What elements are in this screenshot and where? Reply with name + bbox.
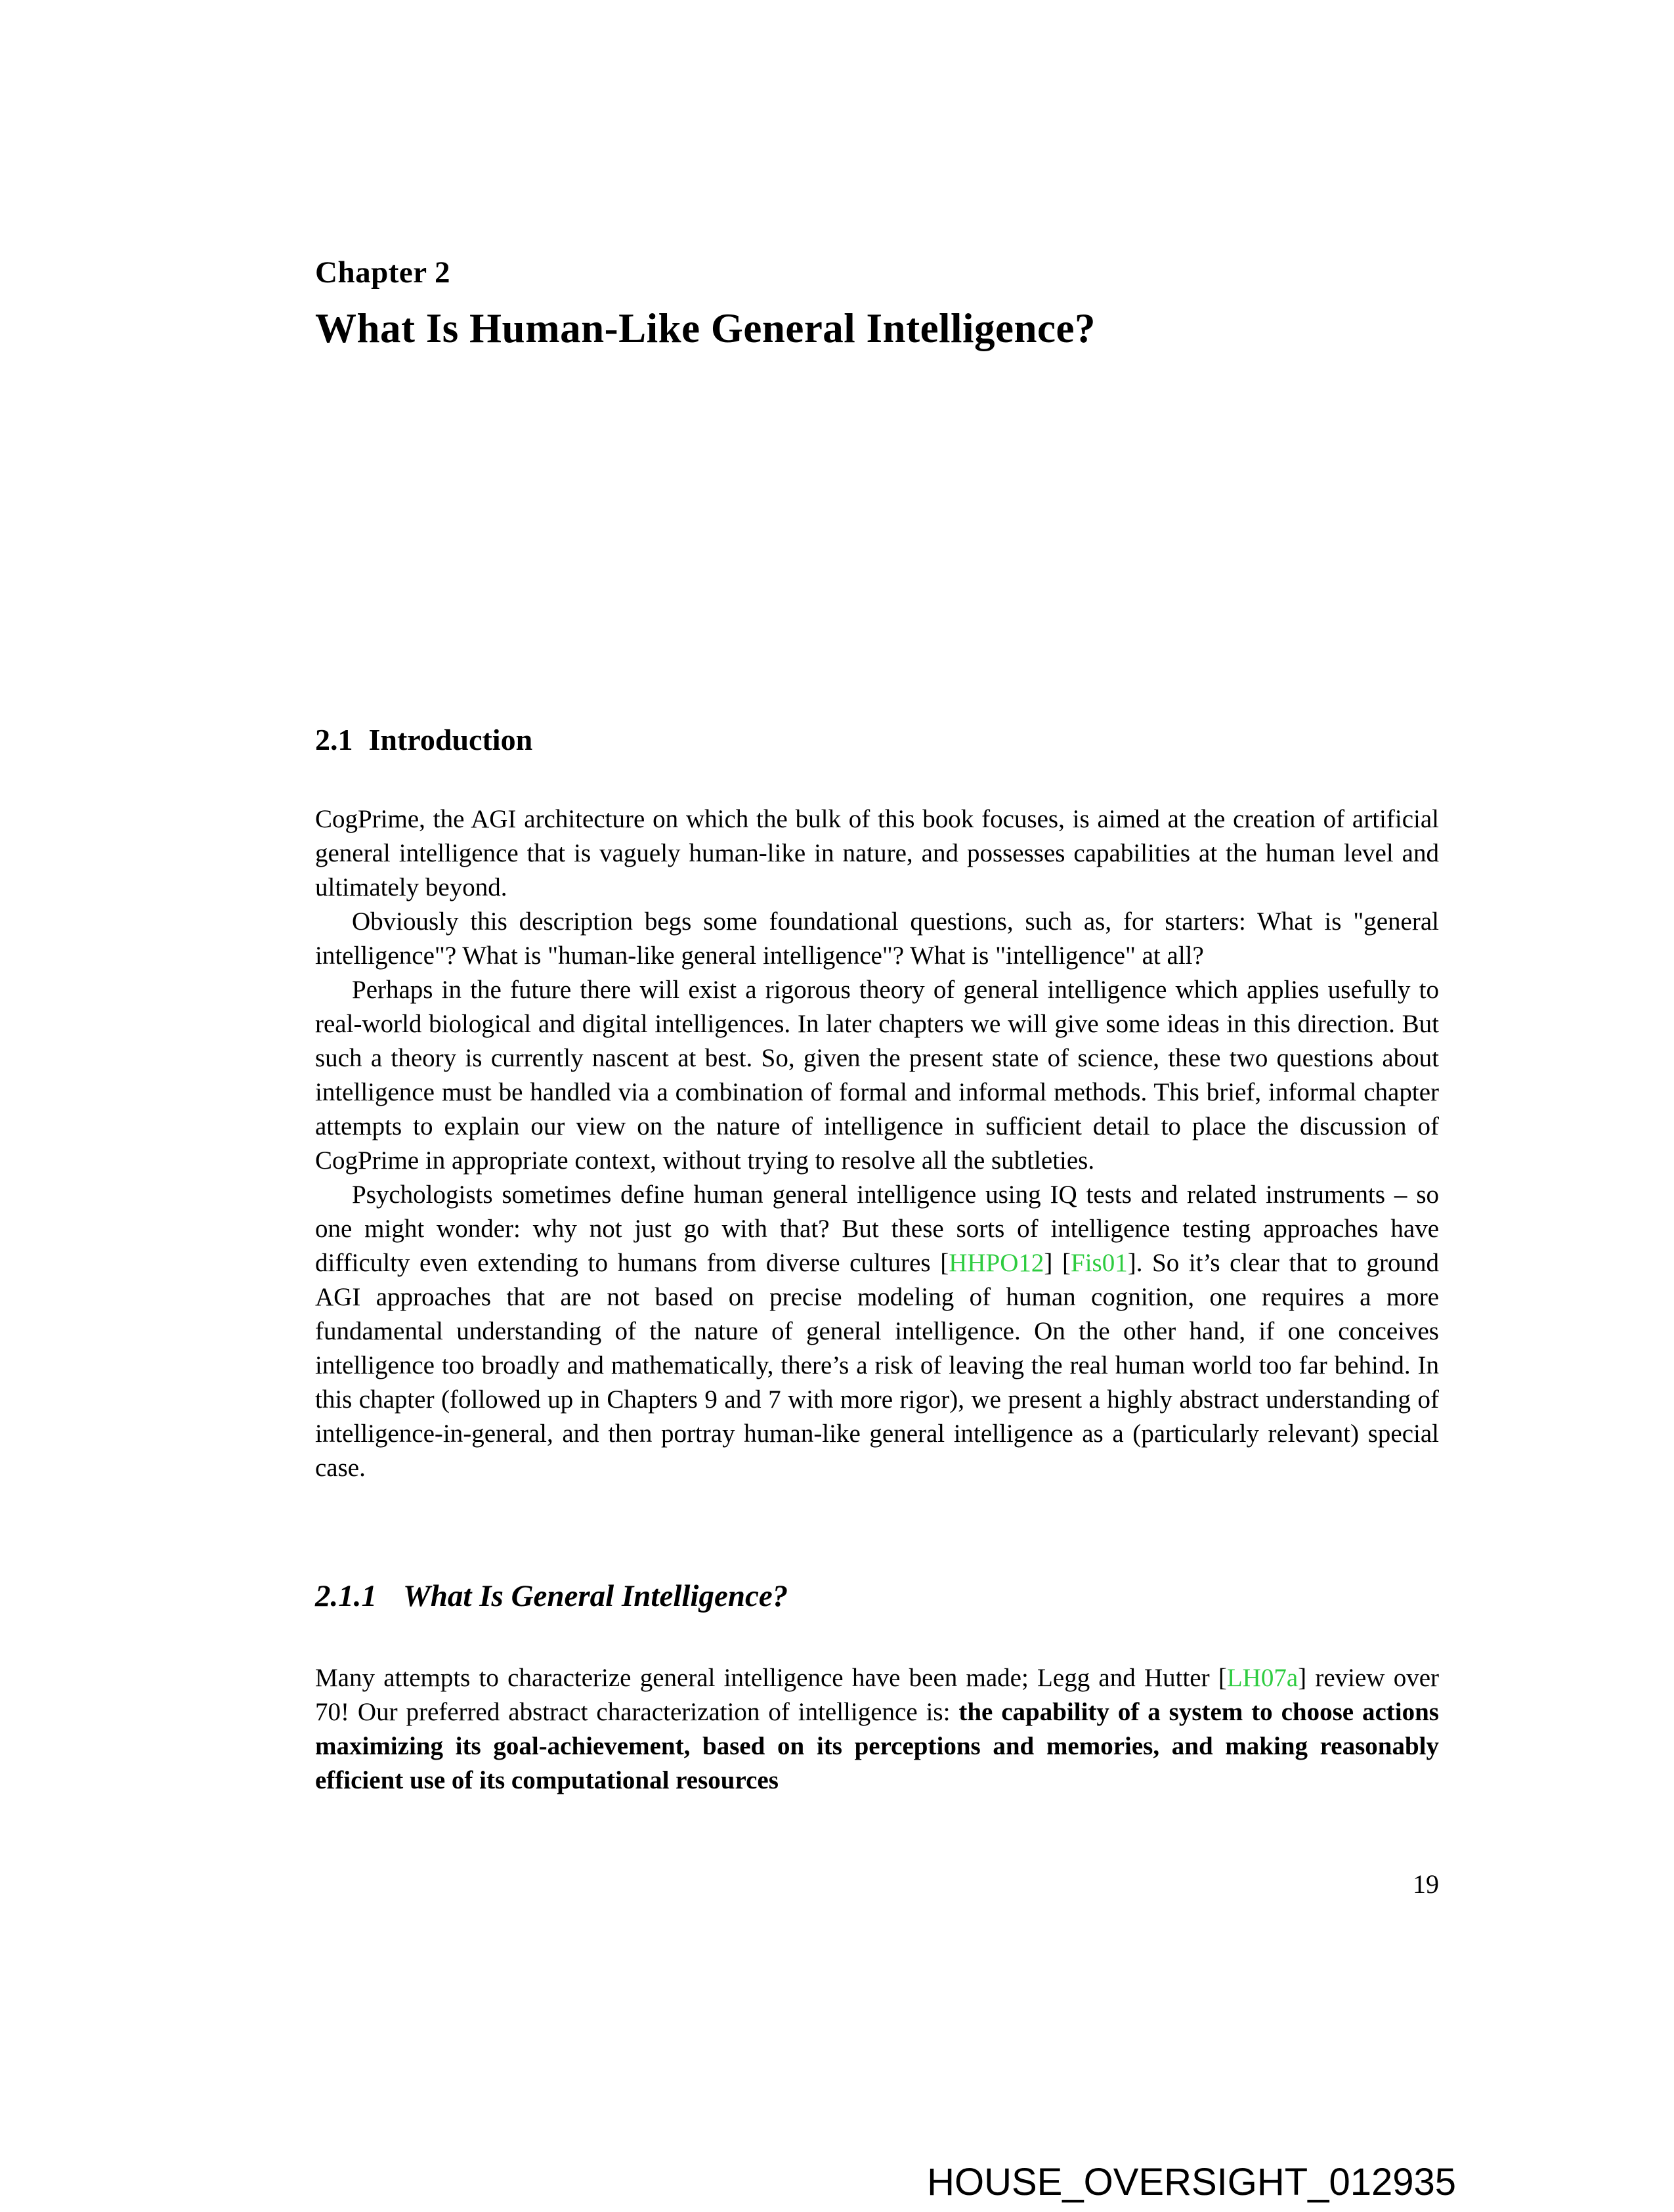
- bates-stamp-watermark: HOUSE_OVERSIGHT_012935: [927, 2161, 1456, 2203]
- paragraph-text: ] [: [1044, 1249, 1071, 1277]
- chapter-label: Chapter 2: [315, 255, 450, 290]
- bold-definition-text: the capability of a system to choose actions maximizing its goal-achievement, based on its perceptions and memories, and making reasonably efficient use of its computational resources: [315, 1698, 1439, 1794]
- chapter-heading-block: [315, 255, 1439, 353]
- citation-link-hhpo12[interactable]: HHPO12: [949, 1249, 1044, 1277]
- chapter-title: What Is Human-Like General Intelligence?: [315, 305, 1096, 351]
- section-title: Introduction: [368, 723, 533, 756]
- citation-link-lh07a[interactable]: LH07a: [1226, 1664, 1298, 1692]
- paragraph-text: Perhaps in the future there will exist a rigorous theory of general intelligence which applies usefully to real-world biological and digital intelligences. In later chapters we will give some ideas in this direction. But such a theory is currently nascent at best. So, given the present state of science, these two questions about intelligence must be handled via a combination of formal and informal methods. This brief, informal chapter attempts to explain our view on the nature of intelligence in sufficient detail to place the discussion of CogPrime in appropriate context, without trying to resolve all the subtleties.: [315, 976, 1439, 1175]
- paragraph: [315, 1661, 1439, 1798]
- section-number: 2.1: [315, 723, 353, 756]
- paragraph-text: CogPrime, the AGI architecture on which the bulk of this book focuses, is aimed at the creation of artificial general intelligence that is vaguely human-like in nature, and possesses capabilities at the human level and ultimately beyond.: [315, 805, 1439, 901]
- paragraph: [315, 1178, 1439, 1485]
- subsection-number: 2.1.1: [315, 1579, 377, 1613]
- subsection-title: What Is General Intelligence?: [403, 1579, 788, 1613]
- paragraph: [315, 905, 1439, 973]
- paragraph-text: Psychologists sometimes define human general intelligence using IQ tests and related instruments – so one might wonder: why not just go with that? But these sorts of intelligence testing approaches have difficulty even extending to humans from diverse cultures [: [315, 1181, 1439, 1277]
- subsection-text: [315, 1661, 1439, 1798]
- paragraph: [315, 802, 1439, 905]
- paragraph-text: Obviously this description begs some foundational questions, such as, for starters: What is "general intelligence"? What is "human-like general intelligence"? What is "intelligence" at all?: [315, 907, 1439, 970]
- paragraph-text: Many attempts to characterize general intelligence have been made; Legg and Hutter [: [315, 1664, 1227, 1692]
- paragraph: [315, 973, 1439, 1178]
- subsection-heading: [315, 1578, 1439, 1614]
- paragraph-text: ] review over 70! Our preferred abstract characterization of intelligence is:: [315, 1664, 1439, 1726]
- section-heading: [315, 722, 1439, 757]
- citation-link-fis01[interactable]: Fis01: [1071, 1249, 1128, 1277]
- paragraph-text: ]. So it’s clear that to ground AGI approaches that are not based on precise modeling of human cognition, one requires a more fundamental understanding of the nature of general intelligence. On the other hand, if one conceives intelligence too broadly and mathematically, there’s a risk of leaving the real human world too far behind. In this chapter (followed up in Chapters 9 and 7 with more rigor), we present a highly abstract understanding of intelligence-in-general, and then portray human-like general intelligence as a (particularly relevant) special case.: [315, 1249, 1440, 1482]
- introduction-text: [315, 802, 1439, 1485]
- page-number: 19: [1413, 1869, 1439, 1899]
